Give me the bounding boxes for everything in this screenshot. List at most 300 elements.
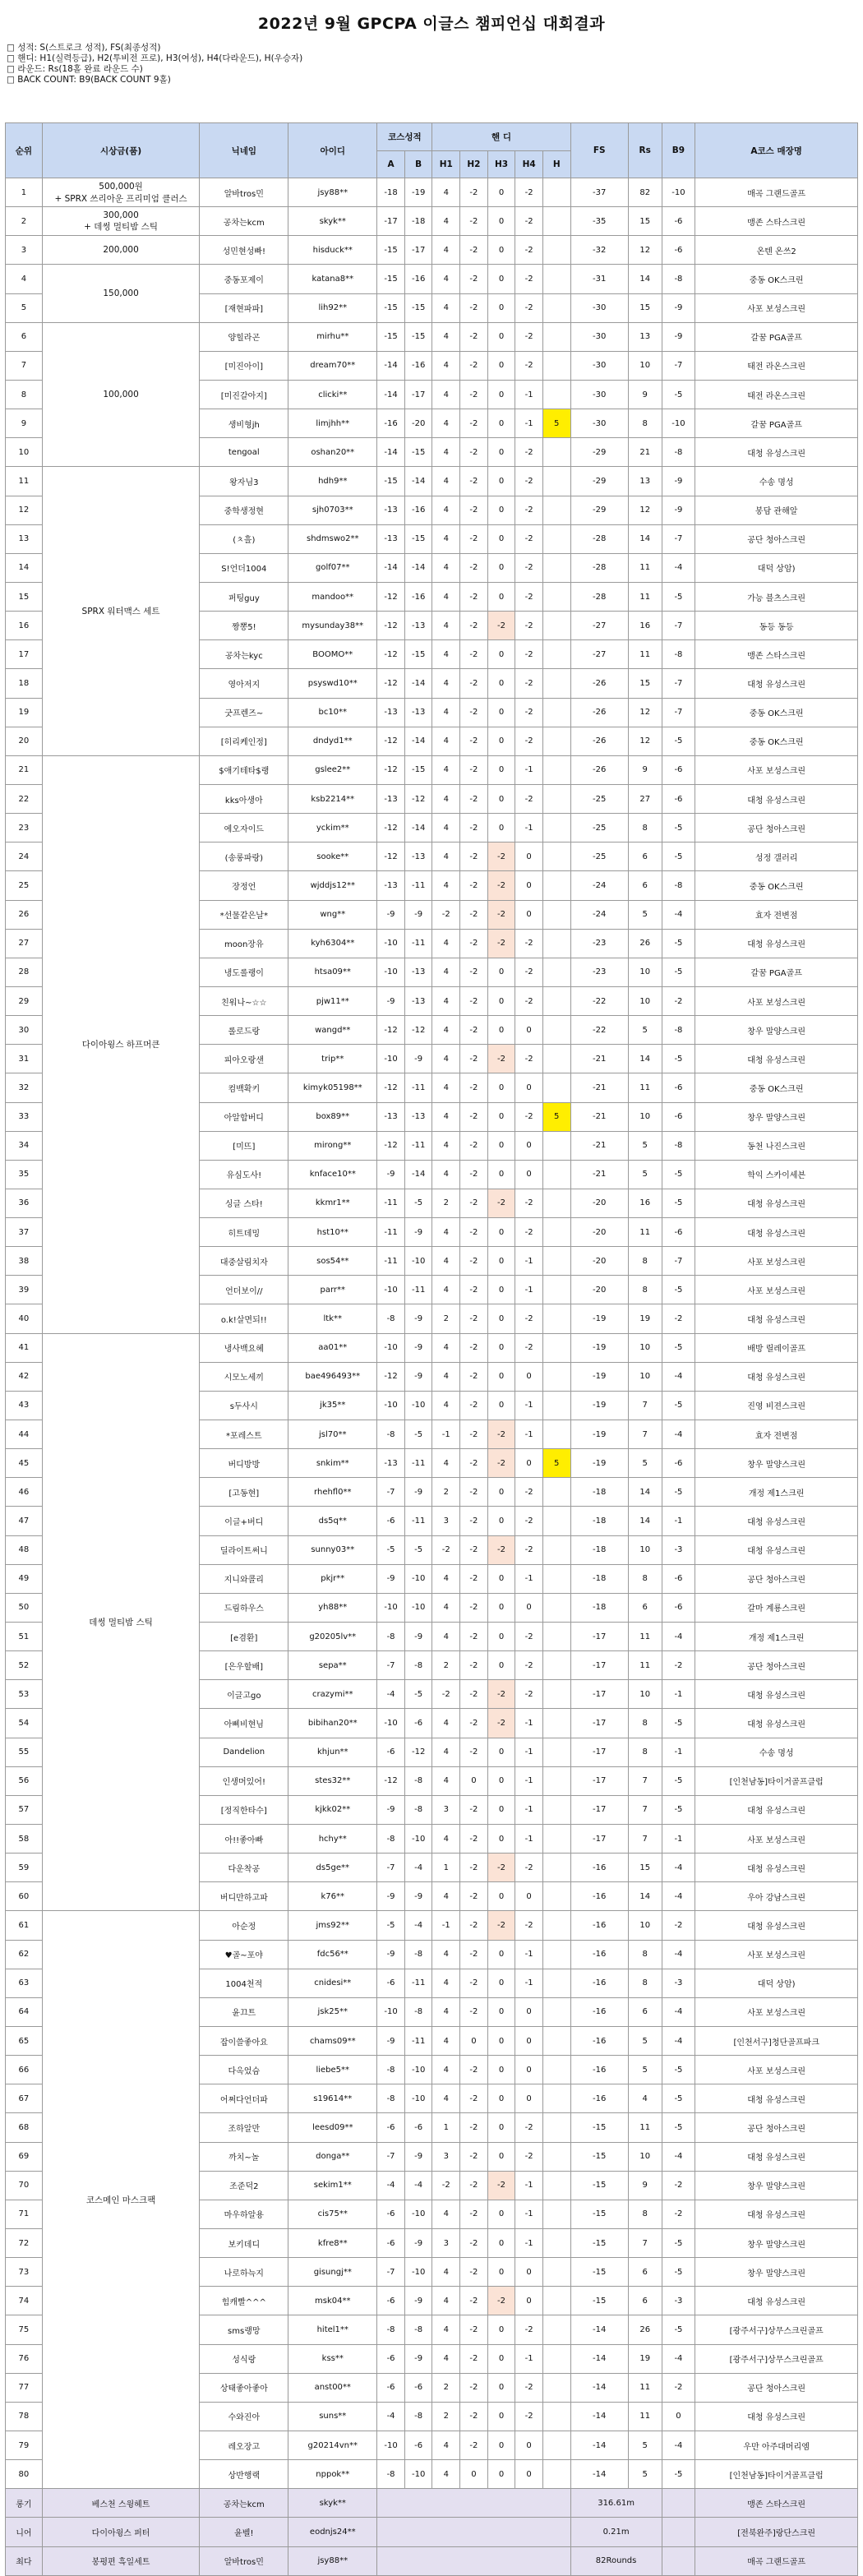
cell-a: -9 <box>377 1940 405 1969</box>
cell-b9: -7 <box>662 351 695 380</box>
cell-h <box>542 1247 570 1276</box>
header-prize: 시상금(품) <box>42 123 200 178</box>
cell-h3: 0 <box>487 698 515 727</box>
cell-shop: 공단 청아스크린 <box>695 524 858 553</box>
cell-shop: 대청 유성스크린 <box>695 929 858 958</box>
cell-b9: -7 <box>662 612 695 640</box>
cell-b9: -2 <box>662 2373 695 2402</box>
cell-rank: 20 <box>6 727 43 755</box>
award-label: 니어 <box>6 2518 43 2546</box>
cell-b9: -5 <box>662 1709 695 1738</box>
cell-rank: 68 <box>6 2113 43 2142</box>
cell-h <box>542 1564 570 1593</box>
cell-nick: 1004천적 <box>200 1969 288 1997</box>
results-body <box>6 178 858 2576</box>
cell-h2: -2 <box>460 2287 488 2315</box>
cell-h3: 0 <box>487 640 515 669</box>
cell-rs: 19 <box>628 2344 662 2373</box>
cell-h1: 4 <box>432 1016 460 1045</box>
cell-fs: -18 <box>570 1478 628 1507</box>
cell-h4: -1 <box>515 1709 543 1738</box>
cell-b: -11 <box>404 1449 432 1478</box>
cell-rank: 22 <box>6 784 43 813</box>
cell-rs: 16 <box>628 612 662 640</box>
cell-h2: -2 <box>460 1564 488 1593</box>
cell-nick: Dandelion <box>200 1738 288 1766</box>
cell-h1: 4 <box>432 1102 460 1131</box>
cell-rank: 8 <box>6 380 43 409</box>
cell-uid: g20205lv** <box>288 1623 377 1651</box>
cell-h2: -2 <box>460 467 488 496</box>
cell-h4: 0 <box>515 2056 543 2084</box>
cell-h1: 3 <box>432 1507 460 1535</box>
cell-fs: -25 <box>570 814 628 843</box>
cell-nick: 버디만하고파 <box>200 1882 288 1911</box>
cell-h1: 4 <box>432 958 460 986</box>
cell-uid: oshan20** <box>288 438 377 467</box>
cell-uid: rhehfl0** <box>288 1478 377 1507</box>
cell-a: -9 <box>377 1882 405 1911</box>
cell-b9: -10 <box>662 409 695 438</box>
cell-nick: 상태좋아좋아 <box>200 2373 288 2402</box>
cell-h2: -2 <box>460 640 488 669</box>
cell-fs: -28 <box>570 553 628 582</box>
cell-rs: 10 <box>628 1911 662 1940</box>
cell-fs: -14 <box>570 2402 628 2431</box>
cell-fs: -22 <box>570 986 628 1015</box>
cell-h3: 0 <box>487 727 515 755</box>
cell-uid: fdc56** <box>288 1940 377 1969</box>
cell-h3: 0 <box>487 1507 515 1535</box>
cell-h2: -2 <box>460 2142 488 2171</box>
cell-h3: 0 <box>487 265 515 293</box>
cell-rank: 23 <box>6 814 43 843</box>
cell-h2: -2 <box>460 582 488 611</box>
cell-a: -8 <box>377 1623 405 1651</box>
cell-a: -10 <box>377 1276 405 1304</box>
cell-h4: 0 <box>515 1160 543 1189</box>
cell-b: -15 <box>404 438 432 467</box>
cell-h1: 4 <box>432 1564 460 1593</box>
cell-a: -7 <box>377 1478 405 1507</box>
cell-h3: 0 <box>487 814 515 843</box>
cell-uid: kjkk02** <box>288 1795 377 1824</box>
cell-shop: 우아 강남스크린 <box>695 1882 858 1911</box>
cell-h <box>542 1825 570 1854</box>
cell-h2: -2 <box>460 843 488 871</box>
cell-b: -14 <box>404 727 432 755</box>
cell-h4: -2 <box>515 438 543 467</box>
cell-shop: 태전 라온스크린 <box>695 351 858 380</box>
cell-rs: 8 <box>628 1709 662 1738</box>
cell-h <box>542 2315 570 2344</box>
note-line: □ 라운드: Rs(18홀 완료 라운드 수) <box>7 64 143 74</box>
cell-shop: 대청 유성스크린 <box>695 1189 858 1217</box>
cell-a: -8 <box>377 1420 405 1449</box>
cell-rank: 2 <box>6 207 43 236</box>
cell-b9: -2 <box>662 1911 695 1940</box>
cell-shop: 공단 청아스크린 <box>695 2373 858 2402</box>
cell-rs: 8 <box>628 814 662 843</box>
cell-a: -15 <box>377 265 405 293</box>
cell-h3: 0 <box>487 1882 515 1911</box>
cell-h1: 4 <box>432 207 460 236</box>
cell-h <box>542 1969 570 1997</box>
cell-h4: -2 <box>515 467 543 496</box>
cell-rs: 13 <box>628 467 662 496</box>
cell-rank: 24 <box>6 843 43 871</box>
cell-h2: -2 <box>460 1247 488 1276</box>
cell-h2: -2 <box>460 900 488 929</box>
cell-rs: 15 <box>628 669 662 698</box>
page-title: 2022년 9월 GPCPA 이글스 챔피언십 대회결과 <box>257 15 606 33</box>
cell-h3: 0 <box>487 178 515 207</box>
cell-nick: 성식랑 <box>200 2344 288 2373</box>
cell-shop: 대청 유성스크린 <box>695 2142 858 2171</box>
cell-rank: 76 <box>6 2344 43 2373</box>
cell-h1: -2 <box>432 1680 460 1709</box>
cell-b: -11 <box>404 871 432 900</box>
cell-nick: 이글+버디 <box>200 1507 288 1535</box>
cell-rank: 66 <box>6 2056 43 2084</box>
cell-h4: -1 <box>515 2200 543 2228</box>
cell-a: -12 <box>377 814 405 843</box>
cell-nick: *포레스트 <box>200 1420 288 1449</box>
cell-a: -14 <box>377 380 405 409</box>
cell-shop: 갈꿈 PGA골프 <box>695 958 858 986</box>
cell-h <box>542 1276 570 1304</box>
cell-h: 5 <box>542 1102 570 1131</box>
cell-h4: -2 <box>515 2315 543 2344</box>
cell-nick: 공차는kyc <box>200 640 288 669</box>
header-h3: H3 <box>487 151 515 178</box>
cell-b: -6 <box>404 1709 432 1738</box>
cell-uid: bae496493** <box>288 1362 377 1391</box>
cell-h4: -2 <box>515 958 543 986</box>
cell-h3: 0 <box>487 2113 515 2142</box>
cell-h2: -2 <box>460 1882 488 1911</box>
cell-h3: -2 <box>487 843 515 871</box>
cell-rank: 50 <box>6 1593 43 1622</box>
cell-shop: 중동 OK스크린 <box>695 871 858 900</box>
cell-b: -11 <box>404 1073 432 1102</box>
cell-fs: -19 <box>570 1362 628 1391</box>
cell-uid: bibihan20** <box>288 1709 377 1738</box>
cell-rs: 11 <box>628 582 662 611</box>
cell-rank: 35 <box>6 1160 43 1189</box>
cell-rank: 4 <box>6 265 43 293</box>
cell-uid: pkjr** <box>288 1564 377 1593</box>
cell-b: -9 <box>404 2228 432 2257</box>
cell-a: -7 <box>377 1854 405 1882</box>
cell-rank: 49 <box>6 1564 43 1593</box>
cell-rs: 5 <box>628 900 662 929</box>
cell-a: -14 <box>377 438 405 467</box>
cell-b: -9 <box>404 1362 432 1391</box>
cell-shop: 대청 유성스크린 <box>695 2200 858 2228</box>
header-uid: 아이디 <box>288 123 377 178</box>
cell-nick: 에오자이드 <box>200 814 288 843</box>
cell-rs: 6 <box>628 2258 662 2287</box>
cell-h4: -1 <box>515 2344 543 2373</box>
cell-h3: 0 <box>487 2315 515 2344</box>
cell-h <box>542 496 570 524</box>
cell-h2: -2 <box>460 524 488 553</box>
cell-shop: [광주서구]상무스크린골프 <box>695 2315 858 2344</box>
cell-nick: 장정언 <box>200 871 288 900</box>
cell-shop: 창우 말양스크린 <box>695 1016 858 1045</box>
cell-nick: 까치~놀 <box>200 2142 288 2171</box>
cell-rs: 26 <box>628 2315 662 2344</box>
cell-h1: 4 <box>432 2084 460 2113</box>
cell-a: -9 <box>377 1160 405 1189</box>
cell-shop: 맹존 스타스크린 <box>695 207 858 236</box>
cell-h1: 4 <box>432 236 460 265</box>
cell-a: -10 <box>377 929 405 958</box>
cell-rank: 72 <box>6 2228 43 2257</box>
cell-a: -11 <box>377 1189 405 1217</box>
cell-shop: 개정 제1스크린 <box>695 1478 858 1507</box>
cell-rank: 77 <box>6 2373 43 2402</box>
cell-fs: -18 <box>570 1593 628 1622</box>
cell-fs: -14 <box>570 2431 628 2459</box>
cell-h3: -2 <box>487 1680 515 1709</box>
cell-h4: -2 <box>515 1854 543 1882</box>
cell-shop: 매곡 그랜드골프 <box>695 178 858 207</box>
cell-rank: 73 <box>6 2258 43 2287</box>
cell-h1: 4 <box>432 467 460 496</box>
cell-h <box>542 1623 570 1651</box>
cell-h3: 0 <box>487 1564 515 1593</box>
cell-fs: -15 <box>570 2200 628 2228</box>
cell-h3: 0 <box>487 2258 515 2287</box>
cell-h4: -2 <box>515 553 543 582</box>
cell-h1: 4 <box>432 1449 460 1478</box>
cell-a: -9 <box>377 1564 405 1593</box>
cell-rs: 10 <box>628 1680 662 1709</box>
cell-shop: 사포 보성스크린 <box>695 2056 858 2084</box>
cell-prize: 200,000 <box>42 236 200 265</box>
cell-a: -10 <box>377 1709 405 1738</box>
cell-fs: -30 <box>570 322 628 351</box>
cell-nick: 생비형jh <box>200 409 288 438</box>
cell-h1: 3 <box>432 2142 460 2171</box>
cell-a: -11 <box>377 1247 405 1276</box>
cell-h <box>542 1016 570 1045</box>
header-shop: A코스 매장명 <box>695 123 858 178</box>
cell-rs: 7 <box>628 1420 662 1449</box>
cell-b9: -8 <box>662 640 695 669</box>
cell-h <box>542 1535 570 1564</box>
cell-uid: golf07** <box>288 553 377 582</box>
cell-shop: 중동 OK스크린 <box>695 1073 858 1102</box>
cell-h4: -1 <box>515 1766 543 1795</box>
cell-shop: 사포 보성스크린 <box>695 1276 858 1304</box>
cell-a: -6 <box>377 2228 405 2257</box>
cell-b9: -6 <box>662 1102 695 1131</box>
cell-shop: 대덕 상암) <box>695 553 858 582</box>
cell-b: -9 <box>404 900 432 929</box>
cell-b9: -4 <box>662 2142 695 2171</box>
cell-b9: -5 <box>662 843 695 871</box>
cell-h4: -2 <box>515 582 543 611</box>
cell-rs: 14 <box>628 1478 662 1507</box>
cell-b9: -4 <box>662 553 695 582</box>
cell-h3: 0 <box>487 1131 515 1160</box>
cell-uid: cnidesi** <box>288 1969 377 1997</box>
cell-shop: 공단 청아스크린 <box>695 2113 858 2142</box>
cell-shop: 우만 아주대머리엠 <box>695 2431 858 2459</box>
cell-h <box>542 293 570 322</box>
cell-shop: 갈꿈 PGA골프 <box>695 322 858 351</box>
cell-uid: gslee2** <box>288 755 377 784</box>
cell-b9: -6 <box>662 784 695 813</box>
cell-h3: 0 <box>487 1333 515 1362</box>
cell-h4: -1 <box>515 1825 543 1854</box>
cell-h3: 0 <box>487 1766 515 1795</box>
cell-rs: 5 <box>628 2431 662 2459</box>
cell-h1: 4 <box>432 784 460 813</box>
cell-shop: 수송 명성 <box>695 1738 858 1766</box>
cell-a: -13 <box>377 1102 405 1131</box>
cell-rs: 5 <box>628 2056 662 2084</box>
header-course-score: 코스성적 <box>377 123 432 151</box>
cell-h2: -2 <box>460 2056 488 2084</box>
cell-h <box>542 871 570 900</box>
cell-b9: -4 <box>662 2344 695 2373</box>
cell-a: -7 <box>377 1651 405 1680</box>
cell-fs: -27 <box>570 640 628 669</box>
cell-uid: limjhh** <box>288 409 377 438</box>
cell-h <box>542 1593 570 1622</box>
cell-h3: -2 <box>487 612 515 640</box>
cell-h2: -2 <box>460 1045 488 1073</box>
cell-a: -6 <box>377 2200 405 2228</box>
cell-b9: -5 <box>662 2228 695 2257</box>
award-shop: [전북완주]랑단스크린 <box>695 2518 858 2546</box>
cell-b9: -5 <box>662 1189 695 1217</box>
cell-fs: -23 <box>570 958 628 986</box>
cell-shop: 가능 블츠스크린 <box>695 582 858 611</box>
cell-h2: -2 <box>460 1362 488 1391</box>
cell-h3: 0 <box>487 1478 515 1507</box>
cell-h <box>542 1362 570 1391</box>
cell-a: -9 <box>377 986 405 1015</box>
cell-h3: 0 <box>487 553 515 582</box>
cell-a: -10 <box>377 958 405 986</box>
cell-shop: 사포 보성스크린 <box>695 1825 858 1854</box>
cell-h4: 0 <box>515 900 543 929</box>
cell-fs: -16 <box>570 1997 628 2026</box>
cell-b9: -5 <box>662 1391 695 1420</box>
cell-fs: -20 <box>570 1189 628 1217</box>
cell-h2: -2 <box>460 178 488 207</box>
cell-h2: -2 <box>460 1073 488 1102</box>
cell-b: -9 <box>404 1478 432 1507</box>
cell-h <box>542 207 570 236</box>
cell-h4: 0 <box>515 2258 543 2287</box>
award-blank <box>377 2489 570 2518</box>
cell-fs: -20 <box>570 1218 628 1247</box>
cell-h2: 0 <box>460 2027 488 2056</box>
cell-a: -10 <box>377 1593 405 1622</box>
cell-a: -12 <box>377 843 405 871</box>
cell-h1: 4 <box>432 1825 460 1854</box>
award-fs: 82Rounds <box>570 2546 662 2575</box>
cell-b: -9 <box>404 1304 432 1333</box>
cell-h4: -1 <box>515 2228 543 2257</box>
cell-fs: -29 <box>570 438 628 467</box>
cell-shop: 맹존 스타스크린 <box>695 640 858 669</box>
cell-rs: 10 <box>628 1535 662 1564</box>
cell-h4: 0 <box>515 1449 543 1478</box>
cell-nick: 롤로드랑 <box>200 1016 288 1045</box>
cell-fs: -25 <box>570 843 628 871</box>
cell-shop: 대청 유성스크린 <box>695 1304 858 1333</box>
cell-uid: khjun** <box>288 1738 377 1766</box>
cell-h3: 0 <box>487 467 515 496</box>
cell-nick: 인생머있어! <box>200 1766 288 1795</box>
cell-h4: -1 <box>515 814 543 843</box>
cell-h2: -2 <box>460 2084 488 2113</box>
cell-h2: -2 <box>460 1420 488 1449</box>
cell-h4: 0 <box>515 843 543 871</box>
cell-h3: 0 <box>487 1651 515 1680</box>
cell-h <box>542 438 570 467</box>
cell-h1: 4 <box>432 1362 460 1391</box>
cell-fs: -17 <box>570 1766 628 1795</box>
cell-b: -14 <box>404 814 432 843</box>
cell-fs: -20 <box>570 1276 628 1304</box>
cell-h2: -2 <box>460 1478 488 1507</box>
cell-rs: 11 <box>628 640 662 669</box>
cell-uid: jms92** <box>288 1911 377 1940</box>
cell-a: -14 <box>377 351 405 380</box>
cell-b9: -5 <box>662 814 695 843</box>
cell-rs: 12 <box>628 236 662 265</box>
cell-h4: -2 <box>515 784 543 813</box>
cell-rank: 57 <box>6 1795 43 1824</box>
cell-h2: -2 <box>460 2344 488 2373</box>
award-blank <box>377 2518 570 2546</box>
cell-h1: 4 <box>432 843 460 871</box>
cell-fs: -17 <box>570 1680 628 1709</box>
cell-rs: 6 <box>628 1593 662 1622</box>
cell-h4: -2 <box>515 1535 543 1564</box>
note-line: □ 성적: S(스트로크 성적), FS(최종성적) <box>7 43 161 53</box>
cell-nick: 왕자님3 <box>200 467 288 496</box>
cell-h3: 0 <box>487 2056 515 2084</box>
cell-rs: 12 <box>628 698 662 727</box>
cell-b9: -3 <box>662 2287 695 2315</box>
cell-shop: 대청 유성스크린 <box>695 1709 858 1738</box>
cell-uid: clicki** <box>288 380 377 409</box>
cell-rs: 11 <box>628 1073 662 1102</box>
cell-h2: 0 <box>460 2460 488 2489</box>
cell-b: -13 <box>404 958 432 986</box>
cell-fs: -21 <box>570 1073 628 1102</box>
cell-fs: -15 <box>570 2258 628 2287</box>
cell-rs: 15 <box>628 207 662 236</box>
cell-h1: -2 <box>432 2171 460 2200</box>
cell-h3: 0 <box>487 1623 515 1651</box>
cell-h4: 0 <box>515 1073 543 1102</box>
cell-uid: sepa** <box>288 1651 377 1680</box>
cell-b: -12 <box>404 784 432 813</box>
cell-b: -13 <box>404 698 432 727</box>
cell-b9: -4 <box>662 1997 695 2026</box>
cell-h3: 0 <box>487 1593 515 1622</box>
